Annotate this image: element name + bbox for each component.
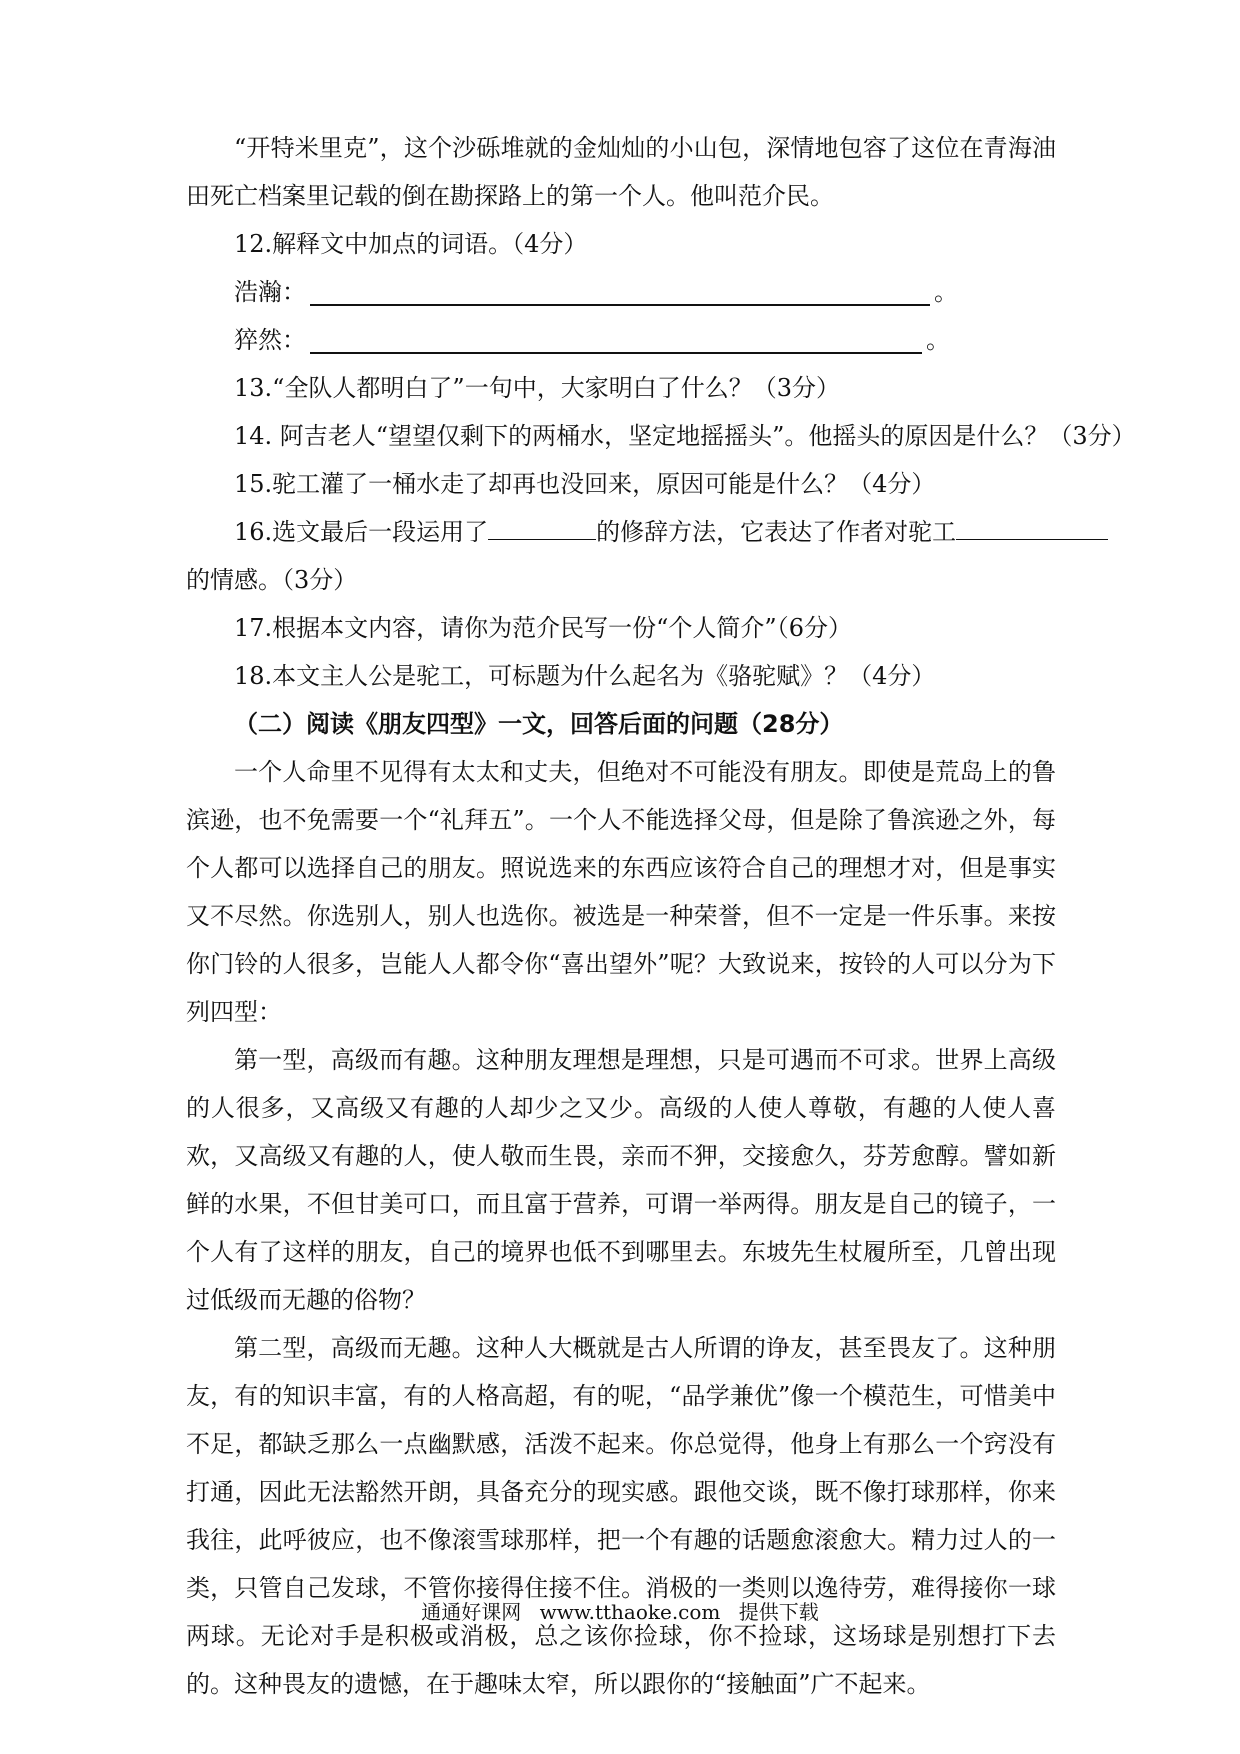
footer-url[interactable]: www.tthaoke.com [539,1600,721,1624]
question-15: 15.驼工灌了一桶水走了却再也没回来，原因可能是什么？（4分） [234,470,936,498]
fill-in-blank[interactable] [956,513,1108,540]
essay-paragraph: 第一型，高级而有趣。这种朋友理想是理想，只是可遇而不可求。世界上高级的人很多，又高级又有趣的人却少之又少。高级的人使人尊敬，有趣的人使人喜欢，又高级又有趣的人，使人敬而生畏，亲而不狎，交接愈久，芬芳愈醇。譬如新鲜的水果，不但甘美可口，而且富于营养，可谓一举两得。朋友是自己的镜子，一个人有了这样的朋友，自己的境界也低不到哪里去。东坡先生杖履所至，几曾出现过低级而无趣的俗物？ [186,1046,1056,1314]
question-16-continuation: 的情感。（3分） [186,566,358,594]
question-18: 18.本文主人公是驼工，可标题为什么起名为《骆驼赋》？（4分） [234,662,936,690]
question-12-answer-row-2 [186,316,1056,364]
question-12: 12.解释文中加点的词语。（4分） [234,230,588,258]
footer-site-name: 通通好课网 [421,1600,522,1624]
page-footer [0,1598,1240,1626]
answer-line[interactable] [310,274,930,306]
section-heading: （二）阅读《朋友四型》一文，回答后面的问题（28分） [234,710,844,738]
question-16-part-2: 的修辞方法，它表达了作者对驼工 [596,518,957,546]
answer-period: 。 [926,326,950,354]
footer-note: 提供下载 [738,1600,819,1624]
page-content [186,124,1136,1708]
question-12-term-1: 浩瀚： [234,278,306,306]
question-16-part-1: 16.选文最后一段运用了 [234,518,489,546]
question-17: 17.根据本文内容，请你为范介民写一份“个人简介”（6分） [234,614,852,642]
question-14: 14. 阿吉老人“望望仅剩下的两桶水，坚定地摇摇头”。他摇头的原因是什么？（3分） [234,422,1136,450]
question-12-term-2: 猝然： [234,326,306,354]
question-13: 13.“全队人都明白了”一句中，大家明白了什么？（3分） [234,374,840,402]
question-16 [186,508,1056,556]
question-12-answer-row-1 [186,268,1056,316]
fill-in-blank[interactable] [488,513,596,540]
answer-period: 。 [934,278,958,306]
essay-paragraph: 一个人命里不见得有太太和丈夫，但绝对不可能没有朋友。即使是荒岛上的鲁滨逊，也不免需要一个“礼拜五”。一个人不能选择父母，但是除了鲁滨逊之外，每个人都可以选择自己的朋友。照说选来的东西应该符合自己的理想才对，但是事实又不尽然。你选别人，别人也选你。被选是一种荣誉，但不一定是一件乐事。来按你门铃的人很多，岂能人人都令你“喜出望外”呢？大致说来，按铃的人可以分为下列四型： [186,758,1056,1026]
essay-paragraph: 第二型，高级而无趣。这种人大概就是古人所谓的诤友，甚至畏友了。这种朋友，有的知识丰富，有的人格高超，有的呢，“品学兼优”像一个模范生，可惜美中不足，都缺乏那么一点幽默感，活泼不起来。你总觉得，他身上有那么一个窍没有打通，因此无法豁然开朗，具备充分的现实感。跟他交谈，既不像打球那样，你来我往，此呼彼应，也不像滚雪球那样，把一个有趣的话题愈滚愈大。精力过人的一类，只管自己发球，不管你接得住接不住。消极的一类则以逸待劳，难得接你一球两球。无论对手是积极或消极，总之该你捡球，你不捡球，这场球是别想打下去的。这种畏友的遗憾，在于趣味太窄，所以跟你的“接触面”广不起来。 [186,1334,1056,1698]
answer-line[interactable] [310,322,922,354]
passage-ending-paragraph: “开特米里克”，这个沙砾堆就的金灿灿的小山包，深情地包容了这位在青海油田死亡档案里记载的倒在勘探路上的第一个人。他叫范介民。 [186,134,1056,210]
